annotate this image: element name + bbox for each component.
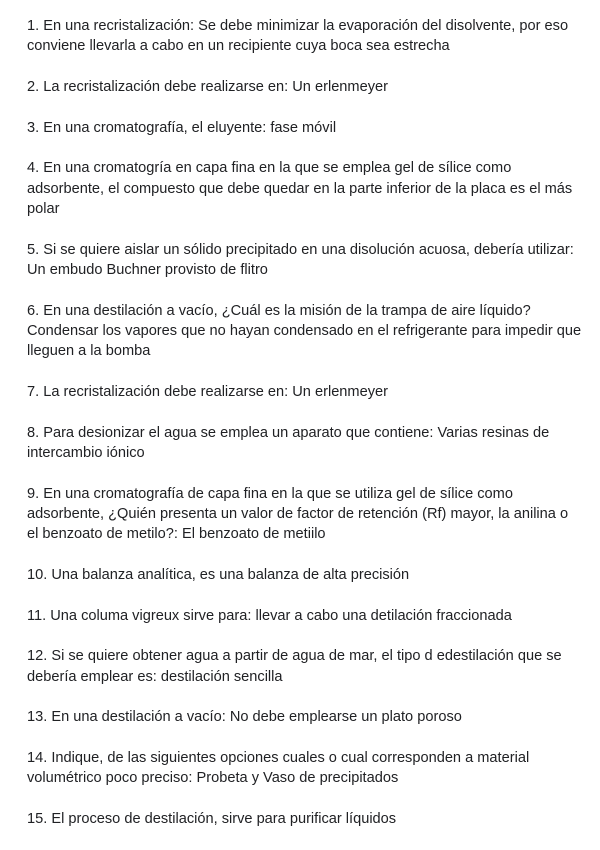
question-2: 2. La recristalización debe realizarse en: Un erlenmeyer bbox=[27, 78, 388, 95]
question-13: 13. En una destilación a vacío: No debe emplearse un plato poroso bbox=[27, 709, 462, 726]
question-list bbox=[27, 16, 582, 850]
question-4: 4. En una cromatogría en capa fina en la que se emplea gel de sílice como adsorbente, el compuesto que debe quedar en la parte inferior de la placa es el más polar bbox=[27, 160, 573, 217]
question-15: 15. El proceso de destilación, sirve para purificar líquidos bbox=[27, 810, 397, 827]
question-6: 6. En una destilación a vacío, ¿Cuál es la misión de la trampa de aire líquido? Condensar los vapores que no hayan condensado en el refrigerante para impedir que lleguen a la bomba bbox=[27, 302, 582, 360]
question-10: 10. Una balanza analítica, es una balanza de alta precisión bbox=[27, 566, 410, 583]
question-14: 14. Indique, de las siguientes opciones cuales o cual corresponden a material volumétrico poco preciso: Probeta y Vaso de precipitados bbox=[27, 749, 530, 787]
question-5: 5. Si se quiere aislar un sólido precipitado en una disolución acuosa, debería utilizar: Un embudo Buchner provisto de flitro bbox=[27, 241, 574, 278]
question-11: 11. Una columa vigreux sirve para: llevar a cabo una detilación fraccionada bbox=[27, 607, 512, 624]
question-8: 8. Para desionizar el agua se emplea un aparato que contiene: Varias resinas de intercambio iónico bbox=[27, 424, 550, 461]
question-1: 1. En una recristalización: Se debe minimizar la evaporación del disolvente, por eso conviene llevarla a cabo en un recipiente cuya boca sea estrecha bbox=[27, 18, 569, 55]
question-3: 3. En una cromatografía, el eluyente: fase móvil bbox=[27, 119, 337, 136]
question-9: 9. En una cromatografía de capa fina en la que se utiliza gel de sílice como adsorbente, ¿Quién presenta un valor de factor de retención (Rf) mayor, la anilina o el benzoato de metilo?: El benzoato de metiilo bbox=[27, 485, 569, 543]
question-12: 12. Si se quiere obtener agua a partir de agua de mar, el tipo d edestilación que se debería emplear es: destilación sencilla bbox=[27, 648, 562, 685]
question-7: 7. La recristalización debe realizarse en: Un erlenmeyer bbox=[27, 383, 388, 400]
